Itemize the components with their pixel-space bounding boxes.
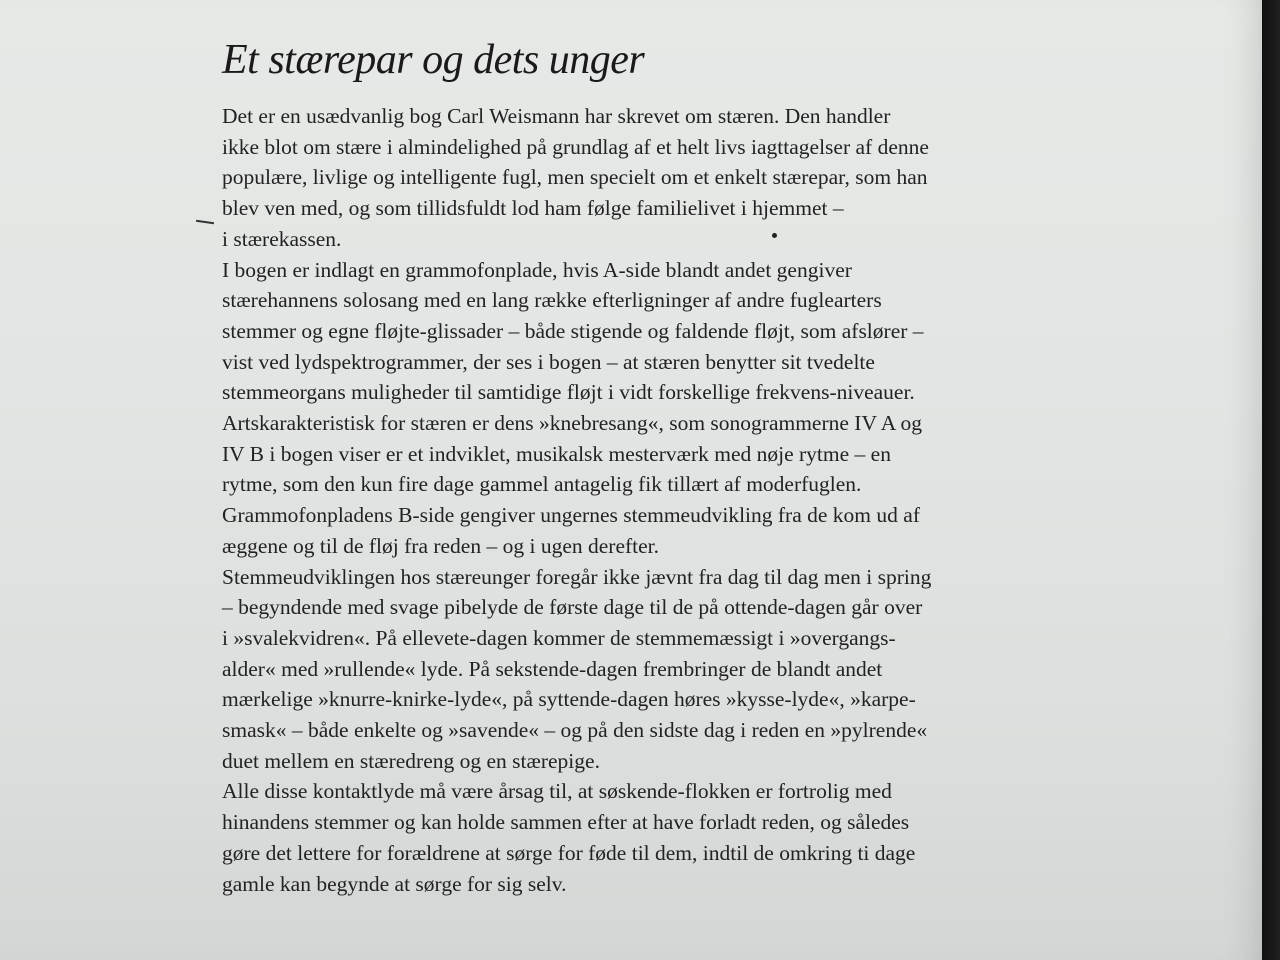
text-line: Stemmeudviklingen hos stæreunger foregår ikke jævnt fra dag til dag men i spring <box>222 564 932 589</box>
text-line: rytme, som den kun fire dage gammel antagelig fik tillært af moderfuglen. <box>222 472 862 497</box>
page-edge-shadow <box>1262 0 1280 960</box>
text-line: Det er en usædvanlig bog Carl Weismann har skrevet om stæren. Den handler <box>222 104 891 128</box>
text-line: smask« – både enkelte og »savende« – og på den sidste dag i reden en »pylrende« <box>222 718 928 743</box>
text-line: vist ved lydspektrogrammer, der ses i bogen – at stæren benytter sit tvedelte <box>222 349 875 374</box>
text-line: I bogen er indlagt en grammofonplade, hvis A-side blandt andet gengiver <box>222 257 852 282</box>
text-line: duet mellem en stæredreng og en stærepige. <box>222 748 600 773</box>
text-line: – begyndende med svage pibelyde de første dage til de på ottende-dagen går over <box>222 595 923 620</box>
text-line: stemmeorgans muligheder til samtidige fløjt i vidt forskellige frekvens-niveauer. <box>222 380 915 405</box>
text-line: IV B i bogen viser er et indviklet, musikalsk mesterværk med nøje rytme – en <box>222 441 891 466</box>
text-line: i »svalekvidren«. På ellevete-dagen kommer de stemmemæssigt i »overgangs- <box>222 625 896 650</box>
text-line: i stærekassen. <box>222 226 342 251</box>
text-line: Grammofonpladens B-side gengiver ungernes stemmeudvikling fra de kom ud af <box>222 503 920 528</box>
text-line: stemmer og egne fløjte-glissader – både stigende og faldende fløjt, som afslører – <box>222 318 924 343</box>
text-line: gamle kan begynde at sørge for sig selv. <box>222 871 567 896</box>
text-line: æggene og til de fløj fra reden – og i ugen derefter. <box>222 533 660 558</box>
text-line: gøre det lettere for forældrene at sørge for føde til dem, indtil de omkring ti dage <box>222 840 916 865</box>
text-line: populære, livlige og intelligente fugl, men specielt om et enkelt stærepar, som han <box>222 165 928 190</box>
text-line: alder« med »rullende« lyde. På sekstende-dagen frembringer de blandt andet <box>222 656 883 681</box>
text-line: stærehannens solosang med en lang række efterligninger af andre fuglearters <box>222 288 882 313</box>
text-line: Artskarakteristisk for stæren er dens »knebresang«, som sonogrammerne IV A og <box>222 411 922 436</box>
text-line: blev ven med, og som tillidsfuldt lod ham følge familielivet i hjemmet – <box>222 196 844 221</box>
ink-dot <box>772 233 777 238</box>
text-line: ikke blot om stære i almindelighed på grundlag af et helt livs iagttagelser af denne <box>222 134 929 159</box>
body-text <box>222 101 1062 899</box>
page-title: Et stærepar og dets unger <box>222 37 645 83</box>
text-line: mærkelige »knurre-knirke-lyde«, på syttende-dagen høres »kysse-lyde«, »karpe- <box>222 687 916 712</box>
text-line: Alle disse kontaktlyde må være årsag til, at søskende-flokken er fortrolig med <box>222 779 892 804</box>
pen-mark <box>196 220 214 224</box>
text-line: hinandens stemmer og kan holde sammen efter at have forladt reden, og således <box>222 810 910 835</box>
